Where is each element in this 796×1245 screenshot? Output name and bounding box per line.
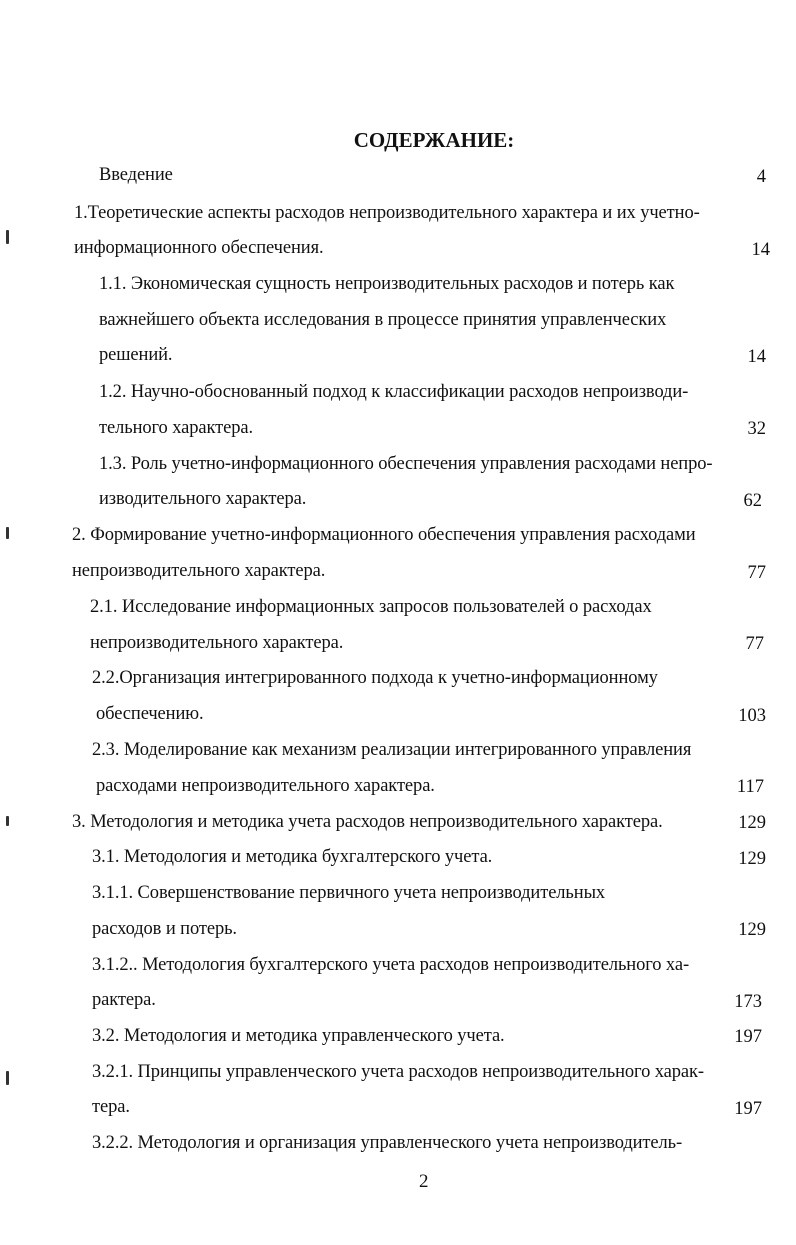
toc-entry-page: 129 bbox=[738, 813, 766, 833]
toc-entry-text: 3. Методология и методика учета расходов непроизводительного характера. bbox=[72, 812, 663, 832]
toc-entry-text: расходами непроизводительного характера. bbox=[96, 776, 435, 796]
toc-entry-text: 3.2.1. Принципы управленческого учета расходов непроизводительного харак- bbox=[92, 1062, 704, 1082]
toc-entry-text: 2.2.Организация интегрированного подхода к учетно-информационному bbox=[92, 668, 658, 688]
scan-mark bbox=[6, 230, 9, 244]
page-number: 2 bbox=[419, 1171, 429, 1192]
toc-entry-page: 117 bbox=[736, 777, 764, 797]
scan-mark bbox=[6, 527, 9, 539]
toc-entry-page: 129 bbox=[738, 920, 766, 940]
toc-entry-text: 1.3. Роль учетно-информационного обеспечения управления расходами непро- bbox=[99, 454, 713, 474]
toc-entry-text: решений. bbox=[99, 345, 173, 365]
toc-entry-text: обеспечению. bbox=[96, 704, 204, 724]
toc-entry-text: важнейшего объекта исследования в процессе принятия управленческих bbox=[99, 310, 667, 330]
toc-entry-text: непроизводительного характера. bbox=[72, 561, 326, 581]
toc-entry-text: непроизводительного характера. bbox=[90, 633, 344, 653]
toc-entry-page: 197 bbox=[734, 1099, 762, 1119]
toc-entry-page: 32 bbox=[747, 419, 766, 439]
toc-entry-page: 129 bbox=[738, 849, 766, 869]
toc-entry-page: 197 bbox=[734, 1027, 762, 1047]
toc-entry-text: 2.3. Моделирование как механизм реализации интегрированного управления bbox=[92, 740, 692, 760]
toc-entry-page: 103 bbox=[738, 706, 766, 726]
toc-entry-page: 77 bbox=[747, 563, 766, 583]
toc-entry-page: 4 bbox=[756, 167, 766, 187]
toc-entry-text: рактера. bbox=[92, 990, 156, 1010]
toc-entry-text: 1.Теоретические аспекты расходов непроизводительного характера и их учетно- bbox=[74, 203, 700, 223]
toc-entry-text: 2. Формирование учетно-информационного обеспечения управления расходами bbox=[72, 525, 696, 545]
toc-entry-text: тельного характера. bbox=[99, 418, 254, 438]
toc-entry-text: 3.1. Методология и методика бухгалтерского учета. bbox=[92, 847, 493, 867]
toc-entry-page: 14 bbox=[747, 347, 766, 367]
toc-entry-text: 3.1.1. Совершенствование первичного учета непроизводительных bbox=[92, 883, 606, 903]
toc-entry-text: Введение bbox=[99, 165, 173, 185]
toc-entry-text: 1.2. Научно-обоснованный подход к классификации расходов непроизводи- bbox=[99, 382, 689, 402]
toc-entry-text: 3.2.2. Методология и организация управленческого учета непроизводитель- bbox=[92, 1133, 683, 1153]
scan-mark bbox=[6, 1071, 9, 1085]
page-title: СОДЕРЖАНИЕ: bbox=[353, 128, 515, 152]
toc-entry-text: тера. bbox=[92, 1097, 130, 1117]
toc-entry-page: 62 bbox=[743, 491, 762, 511]
toc-entry-text: 3.1.2.. Методология бухгалтерского учета расходов непроизводительного ха- bbox=[92, 955, 690, 975]
toc-entry-page: 14 bbox=[751, 240, 770, 260]
toc-entry-text: 1.1. Экономическая сущность непроизводительных расходов и потерь как bbox=[99, 274, 675, 294]
toc-entry-text: информационного обеспечения. bbox=[74, 238, 324, 258]
toc-entry-text: 3.2. Методология и методика управленческого учета. bbox=[92, 1026, 505, 1046]
scan-mark bbox=[6, 816, 9, 826]
toc-entry-text: расходов и потерь. bbox=[92, 919, 237, 939]
toc-entry-page: 173 bbox=[734, 992, 762, 1012]
toc-entry-text: 2.1. Исследование информационных запросов пользователей о расходах bbox=[90, 597, 652, 617]
toc-entry-page: 77 bbox=[745, 634, 764, 654]
toc-entry-text: изводительного характера. bbox=[99, 489, 307, 509]
